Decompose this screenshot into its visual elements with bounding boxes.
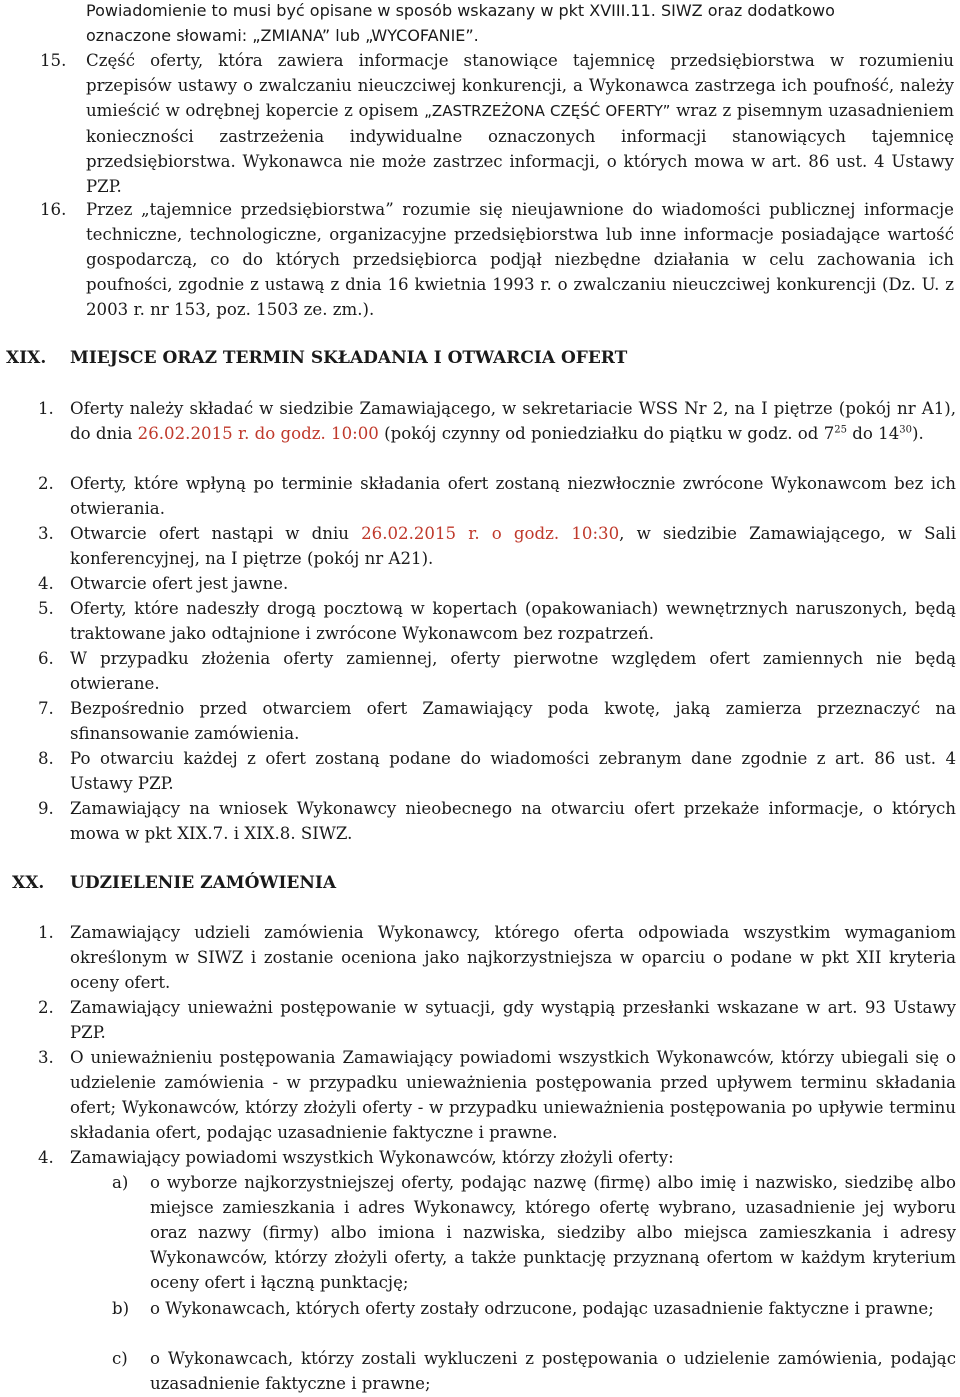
xix-item-4-text: Otwarcie ofert jest jawne.	[70, 574, 289, 593]
xx-sub-b-text: o Wykonawcach, których oferty zostały odrzucone, podając uzasadnienie faktyczne i prawne;	[150, 1299, 934, 1318]
xix-item-1-text	[70, 396, 956, 446]
xx-sub-c-text: o Wykonawcach, którzy zostali wykluczeni z postępowania o udzielenie zamówienia, podając uzasadnienie faktyczne i prawne;	[150, 1349, 956, 1393]
xx-item-4-number: 4.	[38, 1148, 54, 1167]
xx-item-1-text: Zamawiający udzieli zamówienia Wykonawcy, którego oferta odpowiada wszystkim wymaganiom określonym w SIWZ i zostanie oceniona jako najkorzystniejsza w oparciu o podane w pkt XII kryteria oceny ofert.	[70, 923, 956, 992]
point-15-number: 15.	[40, 51, 67, 70]
xx-sub-a-letter: a)	[112, 1173, 129, 1192]
point-16-text: Przez „tajemnice przedsiębiorstwa” rozumie się nieujawnione do wiadomości publicznej informacje techniczne, technologiczne, organizacyjne przedsiębiorstwa lub inne informacje posiadające wartość gospodarczą, co do których przedsiębiorca podjął niezbędne działania w celu zachowania ich poufności, zgodnie z ustawą z dnia 16 kwietnia 1993 r. o zwalczaniu nieuczciwej konkurencji (Dz. U. z 2003 r. nr 153, poz. 1503 ze. zm.).	[86, 200, 954, 319]
xix-item-3-number: 3.	[38, 524, 54, 543]
xix-item-1-godz: do godz.	[254, 424, 326, 443]
xix-item-6-text: W przypadku złożenia oferty zamiennej, oferty pierwotne względem ofert zamiennych nie będą otwierane.	[70, 649, 956, 693]
point-15-quote: „ZASTRZEŻONA CZĘŚĆ OFERTY”	[424, 102, 671, 120]
xix-item-1-sup-2: 30	[899, 424, 913, 436]
xix-item-3-text	[70, 521, 956, 571]
xix-item-9-text: Zamawiający na wniosek Wykonawcy nieobecnego na otwarciu ofert przekaże informacje, o których mowa w pkt XIX.7. i XIX.8. SIWZ.	[70, 799, 956, 843]
xx-item-3-number: 3.	[38, 1048, 54, 1067]
xix-item-2-number: 2.	[38, 474, 54, 493]
xx-sub-b-letter: b)	[112, 1299, 130, 1318]
xix-item-1-part-e: do 14	[847, 424, 900, 443]
section-xx-title: UDZIELENIE ZAMÓWIENIA	[70, 873, 337, 893]
xix-item-1-number: 1.	[38, 399, 54, 418]
xx-item-2-text: Zamawiający unieważni postępowanie w sytuacji, gdy wystąpią przesłanki wskazane w art. 93 Ustawy PZP.	[70, 998, 956, 1042]
point-15-text-a: Część oferty, która zawiera informacje stanowiące tajemnicę przedsiębiorstwa w rozumieniu przepisów ustawy o zwalczaniu nieuczciwej konkurencji, a Wykonawca zastrzega ich poufność, należy umieścić w odrębnej kopercie z opisem	[86, 51, 954, 120]
xix-item-1-date: 26.02.2015 r.	[137, 424, 250, 443]
xix-item-3-godz: o godz.	[491, 524, 560, 543]
xix-item-1-time: 10:00	[331, 424, 379, 443]
section-xix-number: XIX.	[6, 348, 47, 368]
xix-item-3-space-1	[480, 524, 492, 543]
xx-sub-a-text: o wyborze najkorzystniejszej oferty, podając nazwę (firmę) albo imię i nazwisko, siedzibę albo miejsce zamieszkania i adres Wykonawcy, którego ofertę wybrano, uzasadnienie jej wyboru oraz nazwy (firmy) albo imiona i nazwiska, siedziby albo miejsca zamieszkania i adresy Wykonawców, którzy złożyli oferty, a także punktację przyznaną ofertom w każdym kryterium oceny ofert i łączną punktację;	[150, 1173, 956, 1292]
xix-item-1-part-a: Oferty należy składać w siedzibie Zamawiającego, w sekretariacie WSS Nr 2, na I piętrze (pokój nr A1), do dnia	[70, 399, 956, 443]
xx-item-1-number: 1.	[38, 923, 54, 942]
xix-item-1-part-d: (pokój czynny od poniedziałku do piątku w godz. od 7	[378, 424, 835, 443]
xix-item-8-text: Po otwarciu każdej z ofert zostaną podane do wiadomości zebranym dane zgodnie z art. 86 ust. 4 Ustawy PZP.	[70, 749, 956, 793]
xix-item-7-number: 7.	[38, 699, 54, 718]
xix-item-1-sup-1: 25	[834, 424, 847, 436]
xix-item-3-part-a: Otwarcie ofert nastąpi w dniu	[70, 524, 362, 543]
intro-line-2: oznaczone słowami: „ZMIANA” lub „WYCOFANIE”.	[86, 26, 479, 45]
xx-sub-c-letter: c)	[112, 1349, 128, 1368]
xix-item-1-part-f: ).	[912, 424, 924, 443]
xix-item-8-number: 8.	[38, 749, 54, 768]
xix-item-3-time: 10:30	[571, 524, 620, 543]
section-xx-number: XX.	[12, 873, 45, 893]
point-15-text-b: wraz z pisemnym uzasadnieniem konieczności zastrzeżenia indywidualne oznaczonych informacji stanowiących tajemnicę przedsiębiorstwa. Wykonawca nie może zastrzec informacji, o których mowa w art. 86 ust. 4 Ustawy PZP.	[86, 101, 954, 196]
xx-item-3-text: O unieważnieniu postępowania Zamawiający powiadomi wszystkich Wykonawców, którzy ubiegali się o udzielenie zamówienia - w przypadku unieważnienia postępowania przed upływem terminu składania ofert; Wykonawców, którzy złożyli oferty - w przypadku unieważnienia postępowania po upływie terminu składania ofert, podając uzasadnienie faktyczne i prawne.	[70, 1048, 956, 1142]
xix-item-5-text: Oferty, które nadeszły drogą pocztową w kopertach (opakowaniach) wewnętrznych naruszonych, będą traktowane jako odtajnione i zwrócone Wykonawcom bez rozpatrzeń.	[70, 599, 956, 643]
xix-item-5-number: 5.	[38, 599, 54, 618]
xix-item-2-text: Oferty, które wpłyną po terminie składania ofert zostaną niezwłocznie zwrócone Wykonawcom bez ich otwierania.	[70, 474, 956, 518]
xix-item-4-number: 4.	[38, 574, 54, 593]
xix-item-7-text: Bezpośrednio przed otwarciem ofert Zamawiający poda kwotę, jaką zamierza przeznaczyć na sfinansowanie zamówienia.	[70, 699, 956, 743]
section-xix-title: MIEJSCE ORAZ TERMIN SKŁADANIA I OTWARCIA OFERT	[70, 348, 628, 368]
xx-item-2-number: 2.	[38, 998, 54, 1017]
xix-item-3-part-d: , w siedzibie Zamawiającego, w Sali konferencyjnej, na I piętrze (pokój nr A21).	[70, 524, 957, 568]
xix-item-3-space-2	[559, 524, 571, 543]
xix-item-6-number: 6.	[38, 649, 54, 668]
point-16-number: 16.	[40, 200, 67, 219]
intro-line-1: Powiadomienie to musi być opisane w sposób wskazany w pkt XVIII.11. SIWZ oraz dodatkowo	[86, 1, 835, 20]
xix-item-3-date: 26.02.2015 r.	[361, 524, 480, 543]
xix-item-9-number: 9.	[38, 799, 54, 818]
point-15-text	[86, 48, 954, 199]
xx-item-4-text: Zamawiający powiadomi wszystkich Wykonawców, którzy złożyli oferty:	[70, 1148, 674, 1167]
